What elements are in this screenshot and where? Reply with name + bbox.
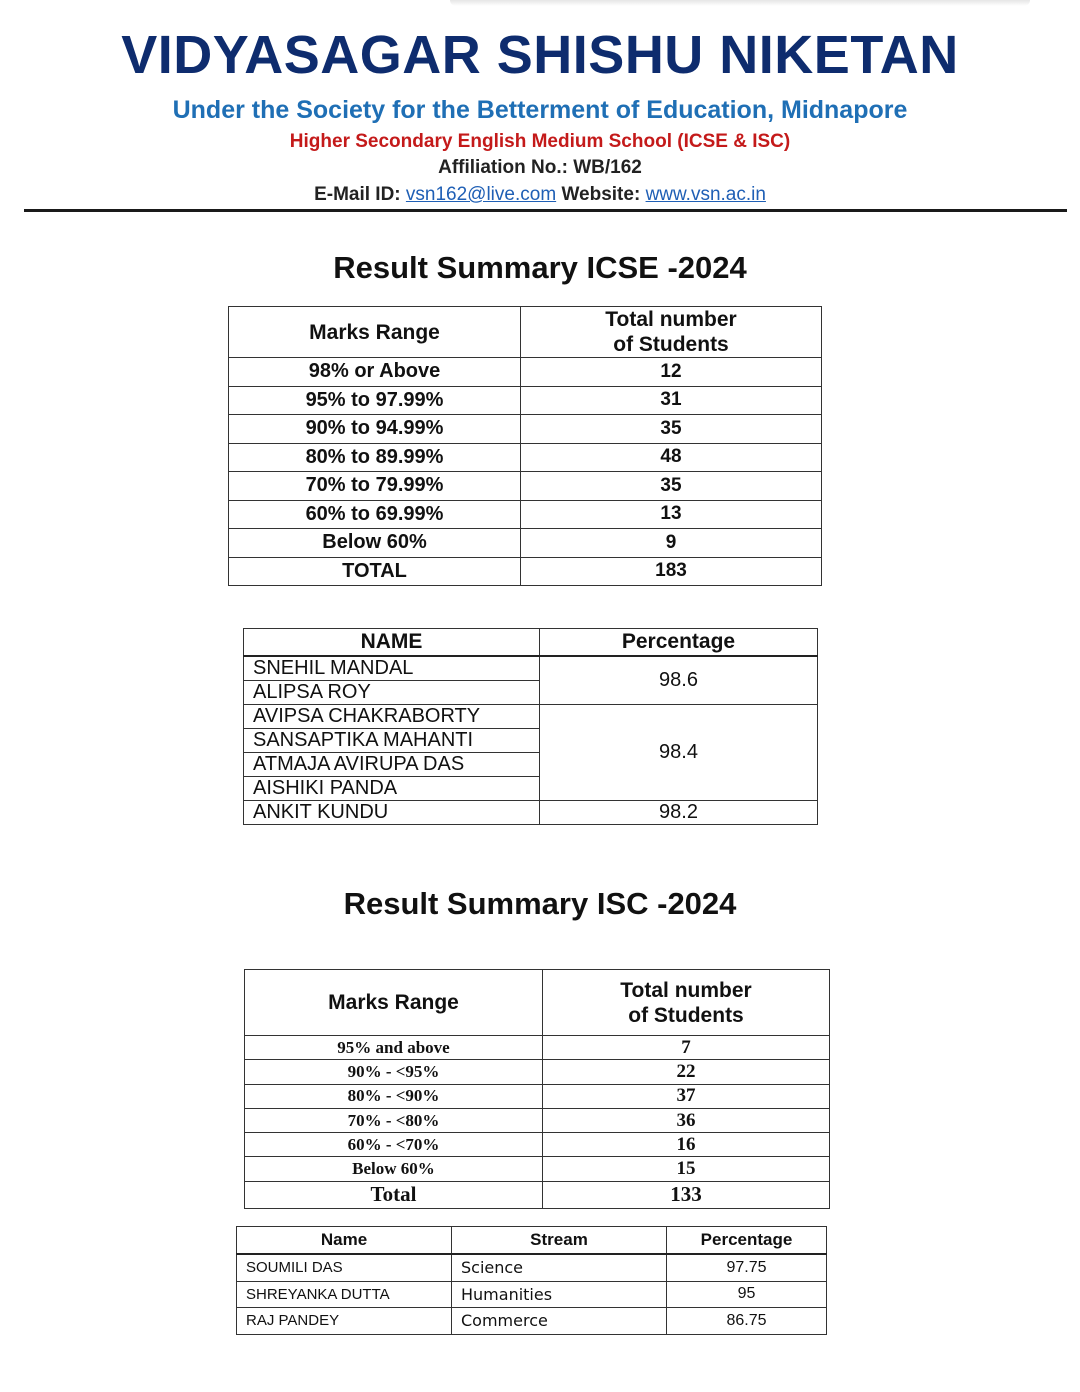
student-name: RAJ PANDEY: [237, 1308, 452, 1335]
count-cell: 22: [543, 1060, 830, 1084]
count-cell: 13: [521, 500, 822, 529]
range-cell: 90% to 94.99%: [229, 415, 521, 444]
count-cell: 48: [521, 443, 822, 472]
name-header: Name: [237, 1227, 452, 1255]
count-header-line2: of Students: [613, 333, 729, 356]
table-row: [245, 1036, 830, 1060]
count-cell: 31: [521, 386, 822, 415]
society-name: Under the Society for the Betterment of Education, Midnapore: [172, 96, 908, 124]
stream-cell: Commerce: [452, 1308, 667, 1335]
count-cell: 35: [521, 472, 822, 501]
school-type: Higher Secondary English Medium School (ICSE & ISC): [289, 131, 791, 152]
email-link[interactable]: vsn162@live.com: [405, 184, 557, 205]
range-cell: 60% to 69.99%: [229, 500, 521, 529]
range-cell: 80% to 89.99%: [229, 443, 521, 472]
stream-cell: Science: [452, 1254, 667, 1281]
table-row: [244, 705, 818, 729]
affiliation-number: Affiliation No.: WB/162: [438, 157, 642, 178]
total-row: [229, 557, 822, 586]
range-cell: Below 60%: [229, 529, 521, 558]
count-cell: 9: [521, 529, 822, 558]
table-row: [229, 386, 822, 415]
marks-range-header: Marks Range: [229, 307, 521, 358]
range-cell: 98% or Above: [229, 358, 521, 387]
percentage-cell: 95: [667, 1281, 827, 1308]
range-cell: 80% - <90%: [245, 1084, 543, 1108]
student-count-header: [543, 970, 830, 1036]
range-cell: 90% - <95%: [245, 1060, 543, 1084]
website-link[interactable]: www.vsn.ac.in: [645, 184, 766, 205]
table-row: [244, 656, 818, 681]
range-cell: Below 60%: [245, 1157, 543, 1181]
percentage-cell: 97.75: [667, 1254, 827, 1281]
range-cell: 60% - <70%: [245, 1133, 543, 1157]
student-name: AVIPSA CHAKRABORTY: [244, 705, 540, 729]
percentage-cell: 98.4: [540, 705, 818, 801]
isc-summary-table: [244, 969, 830, 1209]
table-header-row: [229, 307, 822, 358]
percentage-header: Percentage: [667, 1227, 827, 1255]
table-row: [245, 1157, 830, 1181]
email-label: E-Mail ID:: [314, 184, 401, 205]
table-row: [229, 500, 822, 529]
student-name: SNEHIL MANDAL: [244, 656, 540, 681]
count-header-line1: Total number: [605, 308, 737, 331]
count-header-line1: Total number: [620, 978, 752, 1002]
table-row: [237, 1254, 827, 1281]
count-cell: 16: [543, 1133, 830, 1157]
header-divider: [24, 209, 1067, 212]
percentage-cell: 98.2: [540, 801, 818, 825]
count-cell: 36: [543, 1108, 830, 1132]
student-name: SOUMILI DAS: [237, 1254, 452, 1281]
top-shadow: [450, 0, 1030, 6]
count-header-line2: of Students: [628, 1003, 744, 1027]
table-header-row: [245, 970, 830, 1036]
student-name: SANSAPTIKA MAHANTI: [244, 729, 540, 753]
count-cell: 35: [521, 415, 822, 444]
icse-toppers-table: [243, 628, 818, 825]
table-header-row: [237, 1227, 827, 1255]
percentage-cell: 98.6: [540, 656, 818, 705]
count-cell: 15: [543, 1157, 830, 1181]
table-row: [244, 801, 818, 825]
total-label: Total: [245, 1181, 543, 1208]
student-name: ATMAJA AVIRUPA DAS: [244, 753, 540, 777]
name-header: NAME: [244, 629, 540, 657]
table-row: [245, 1133, 830, 1157]
total-label: TOTAL: [229, 557, 521, 586]
student-name: AISHIKI PANDA: [244, 777, 540, 801]
range-cell: 95% to 97.99%: [229, 386, 521, 415]
table-row: [245, 1084, 830, 1108]
range-cell: 95% and above: [245, 1036, 543, 1060]
school-name: VIDYASAGAR SHISHU NIKETAN: [121, 25, 959, 85]
icse-section-title: Result Summary ICSE -2024: [333, 250, 747, 285]
student-name: ANKIT KUNDU: [244, 801, 540, 825]
student-name: SHREYANKA DUTTA: [237, 1281, 452, 1308]
table-row: [245, 1108, 830, 1132]
range-cell: 70% - <80%: [245, 1108, 543, 1132]
range-cell: 70% to 79.99%: [229, 472, 521, 501]
percentage-header: Percentage: [540, 629, 818, 657]
table-row: [229, 529, 822, 558]
table-row: [229, 472, 822, 501]
stream-header: Stream: [452, 1227, 667, 1255]
table-row: [237, 1308, 827, 1335]
table-row: [237, 1281, 827, 1308]
total-count: 133: [543, 1181, 830, 1208]
total-row: [245, 1181, 830, 1208]
stream-cell: Humanities: [452, 1281, 667, 1308]
count-cell: 37: [543, 1084, 830, 1108]
table-row: [229, 415, 822, 444]
table-header-row: [244, 629, 818, 657]
isc-section-title: Result Summary ISC -2024: [343, 886, 737, 921]
student-count-header: [521, 307, 822, 358]
contact-line: [0, 184, 1080, 206]
percentage-cell: 86.75: [667, 1308, 827, 1335]
table-row: [229, 358, 822, 387]
table-row: [229, 443, 822, 472]
total-count: 183: [521, 557, 822, 586]
icse-summary-table: [228, 306, 822, 586]
count-cell: 7: [543, 1036, 830, 1060]
website-label: Website:: [561, 184, 641, 205]
count-cell: 12: [521, 358, 822, 387]
student-name: ALIPSA ROY: [244, 681, 540, 705]
marks-range-header: Marks Range: [245, 970, 543, 1036]
isc-toppers-table: [236, 1226, 827, 1335]
table-row: [245, 1060, 830, 1084]
